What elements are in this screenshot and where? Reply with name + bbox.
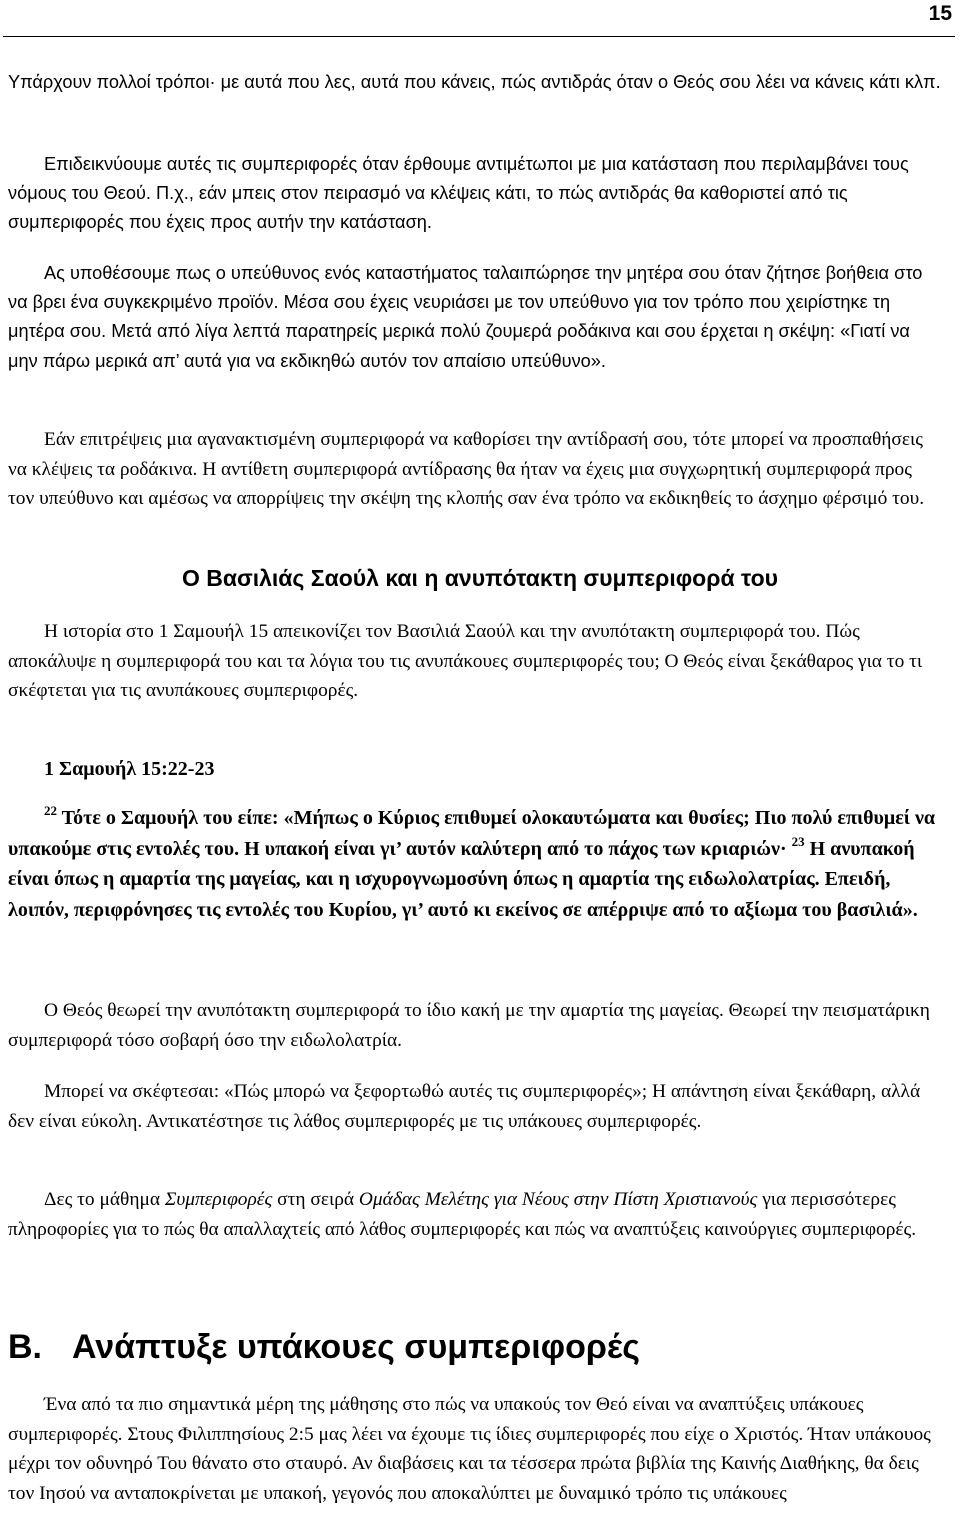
saul-paragraph-3: Μπορεί να σκέφτεσαι: «Πώς μπορώ να ξεφορτωθώ αυτές τις συμπεριφορές»; Η απάντηση είναι ξεκάθαρη, αλλά δεν είναι εύκολη. Αντικατέστησε τις λάθος συμπεριφορές με τις υπάκουες συμπεριφορές.	[8, 1081, 921, 1132]
intro-paragraph-3: Ας υποθέσουμε πως ο υπεύθυνος ενός καταστήματος ταλαιπώρησε την μητέρα σου όταν ζήτησε βοήθεια στο να βρει ένα συγκεκριμένο προϊόν. Μέσα σου έχεις νευριάσει με τον υπεύθυνο για τον τρόπο που χειρίστηκε τη μητέρα σου. Μετά από λίγα λεπτά παρατηρείς μερικά πολύ ζουμερά ροδάκινα και σου έρχεται η σκέψη: «Γιατί να μην πάρω μερικά απ’ αυτά για να εκδικηθώ αυτόν τον απαίσιο υπεύθυνο».	[8, 263, 923, 371]
saul-paragraph-4	[8, 1185, 943, 1244]
lesson-ref-mid: στη σειρά	[272, 1189, 359, 1210]
section-heading-saul: Ο Βασιλιάς Σαούλ και η ανυπότακτη συμπεριφορά του	[181, 565, 779, 591]
page-number: 15	[928, 2, 952, 25]
lesson-ref-prefix: Δες το μάθημα	[44, 1189, 165, 1210]
scripture-reference: 1 Σαμουήλ 15:22-23	[44, 758, 215, 780]
header-rule	[3, 36, 955, 37]
part-letter: B.	[8, 1328, 42, 1366]
saul-paragraph-2: Ο Θεός θεωρεί την ανυπότακτη συμπεριφορά το ίδιο κακή με την αμαρτία της μαγείας. Θεωρεί την πεισματάρικη συμπεριφορά τόσο σοβαρή όσο την ειδωλολατρία.	[8, 1000, 930, 1051]
scripture-quote	[8, 803, 938, 925]
verse-number-22: 22	[44, 803, 57, 818]
series-title: Ομάδας Μελέτης για Νέους στην Πίστη Χριστιανούς	[358, 1189, 758, 1210]
verse-number-23: 23	[791, 833, 805, 849]
intro-paragraph-1: Υπάρχουν πολλοί τρόποι· με αυτά που λες, αυτά που κάνεις, πώς αντιδράς όταν ο Θεός σου λέει να κάνεις κάτι κλπ.	[8, 72, 941, 92]
part-b-paragraph-1: Ένα από τα πιο σημαντικά μέρη της μάθησης στο πώς να υπακούς τον Θεό είναι να αναπτύξεις υπάκουες συμπεριφορές. Στους Φιλιππησίους 2:5 μας λέει να έχουμε τις ίδιες συμπεριφορές που είχε ο Χριστός. Ήταν υπάκουος μέχρι τον οδυνηρό Του θάνατο στο σταυρό. Αν διαβάσεις και τα τέσσερα πρώτα βιβλία της Καινής Διαθήκης, θα δεις τον Ιησού να ανταποκρίνεται με υπακοή, γεγονός που αποκαλύπτει με δυναμικό τρόπο τις υπάκουες	[8, 1394, 931, 1504]
part-b-heading	[8, 1328, 640, 1367]
lesson-ref-suffix: για περισσότερες πληροφορίες για το πώς θα απαλλαχτείς από λάθος συμπεριφορές και πώς να αναπτύξεις καινούργιες συμπεριφορές.	[8, 1189, 917, 1240]
intro-paragraph-2: Επιδεικνύουμε αυτές τις συμπεριφορές όταν έρθουμε αντιμέτωποι με μια κατάσταση που περιλαμβάνει τους νόμους του Θεού. Π.χ., εάν μπεις στον πειρασμό να κλέψεις κάτι, το πώς αντιδράς θα καθοριστεί από τις συμπεριφορές που έχεις προς αυτήν την κατάσταση.	[8, 154, 909, 233]
lesson-title: Συμπεριφορές	[164, 1189, 273, 1210]
part-title: Ανάπτυξε υπάκουες συμπεριφορές	[72, 1328, 640, 1366]
verse-23-text: Η ανυπακοή είναι όπως η αμαρτία της μαγείας, και η ισχυρογνωμοσύνη όπως η αμαρτία της ειδωλολατρίας. Επειδή, λοιπόν, περιφρόνησες τις εντολές του Κυρίου, γι’ αυτό κι εκείνος σε απέρριψε από το αξίωμα του βασιλιά».	[8, 837, 918, 921]
saul-paragraph-1: Η ιστορία στο 1 Σαμουήλ 15 απεικονίζει τον Βασιλιά Σαούλ και την ανυπότακτη συμπεριφορά του. Πώς αποκάλυψε η συμπεριφορά του και τα λόγια του τις ανυπάκουες συμπεριφορές του; Ο Θεός είναι ξεκάθαρος για το τι σκέφτεται για τις ανυπάκουες συμπεριφορές.	[8, 621, 923, 701]
intro-paragraph-4: Εάν επιτρέψεις μια αγανακτισμένη συμπεριφορά να καθορίσει την αντίδρασή σου, τότε μπορεί να προσπαθήσεις να κλέψεις τα ροδάκινα. Η αντίθετη συμπεριφορά αντίδρασης θα ήταν να έχεις μια συγχωρητική συμπεριφορά προς τον υπεύθυνο και αμέσως να απορρίψεις την σκέψη της κλοπής σαν ένα τρόπο να εκδικηθείς το άσχημο φέρσιμό του.	[8, 429, 925, 509]
verse-22-text: Τότε ο Σαμουήλ του είπε: «Μήπως ο Κύριος επιθυμεί ολοκαυτώματα και θυσίες; Πιο πολύ επιθυμεί να υπακούμε στις εντολές του. Η υπακοή είναι γι’ αυτόν καλύτερη από το πάχος των κριαριών·	[8, 807, 936, 860]
